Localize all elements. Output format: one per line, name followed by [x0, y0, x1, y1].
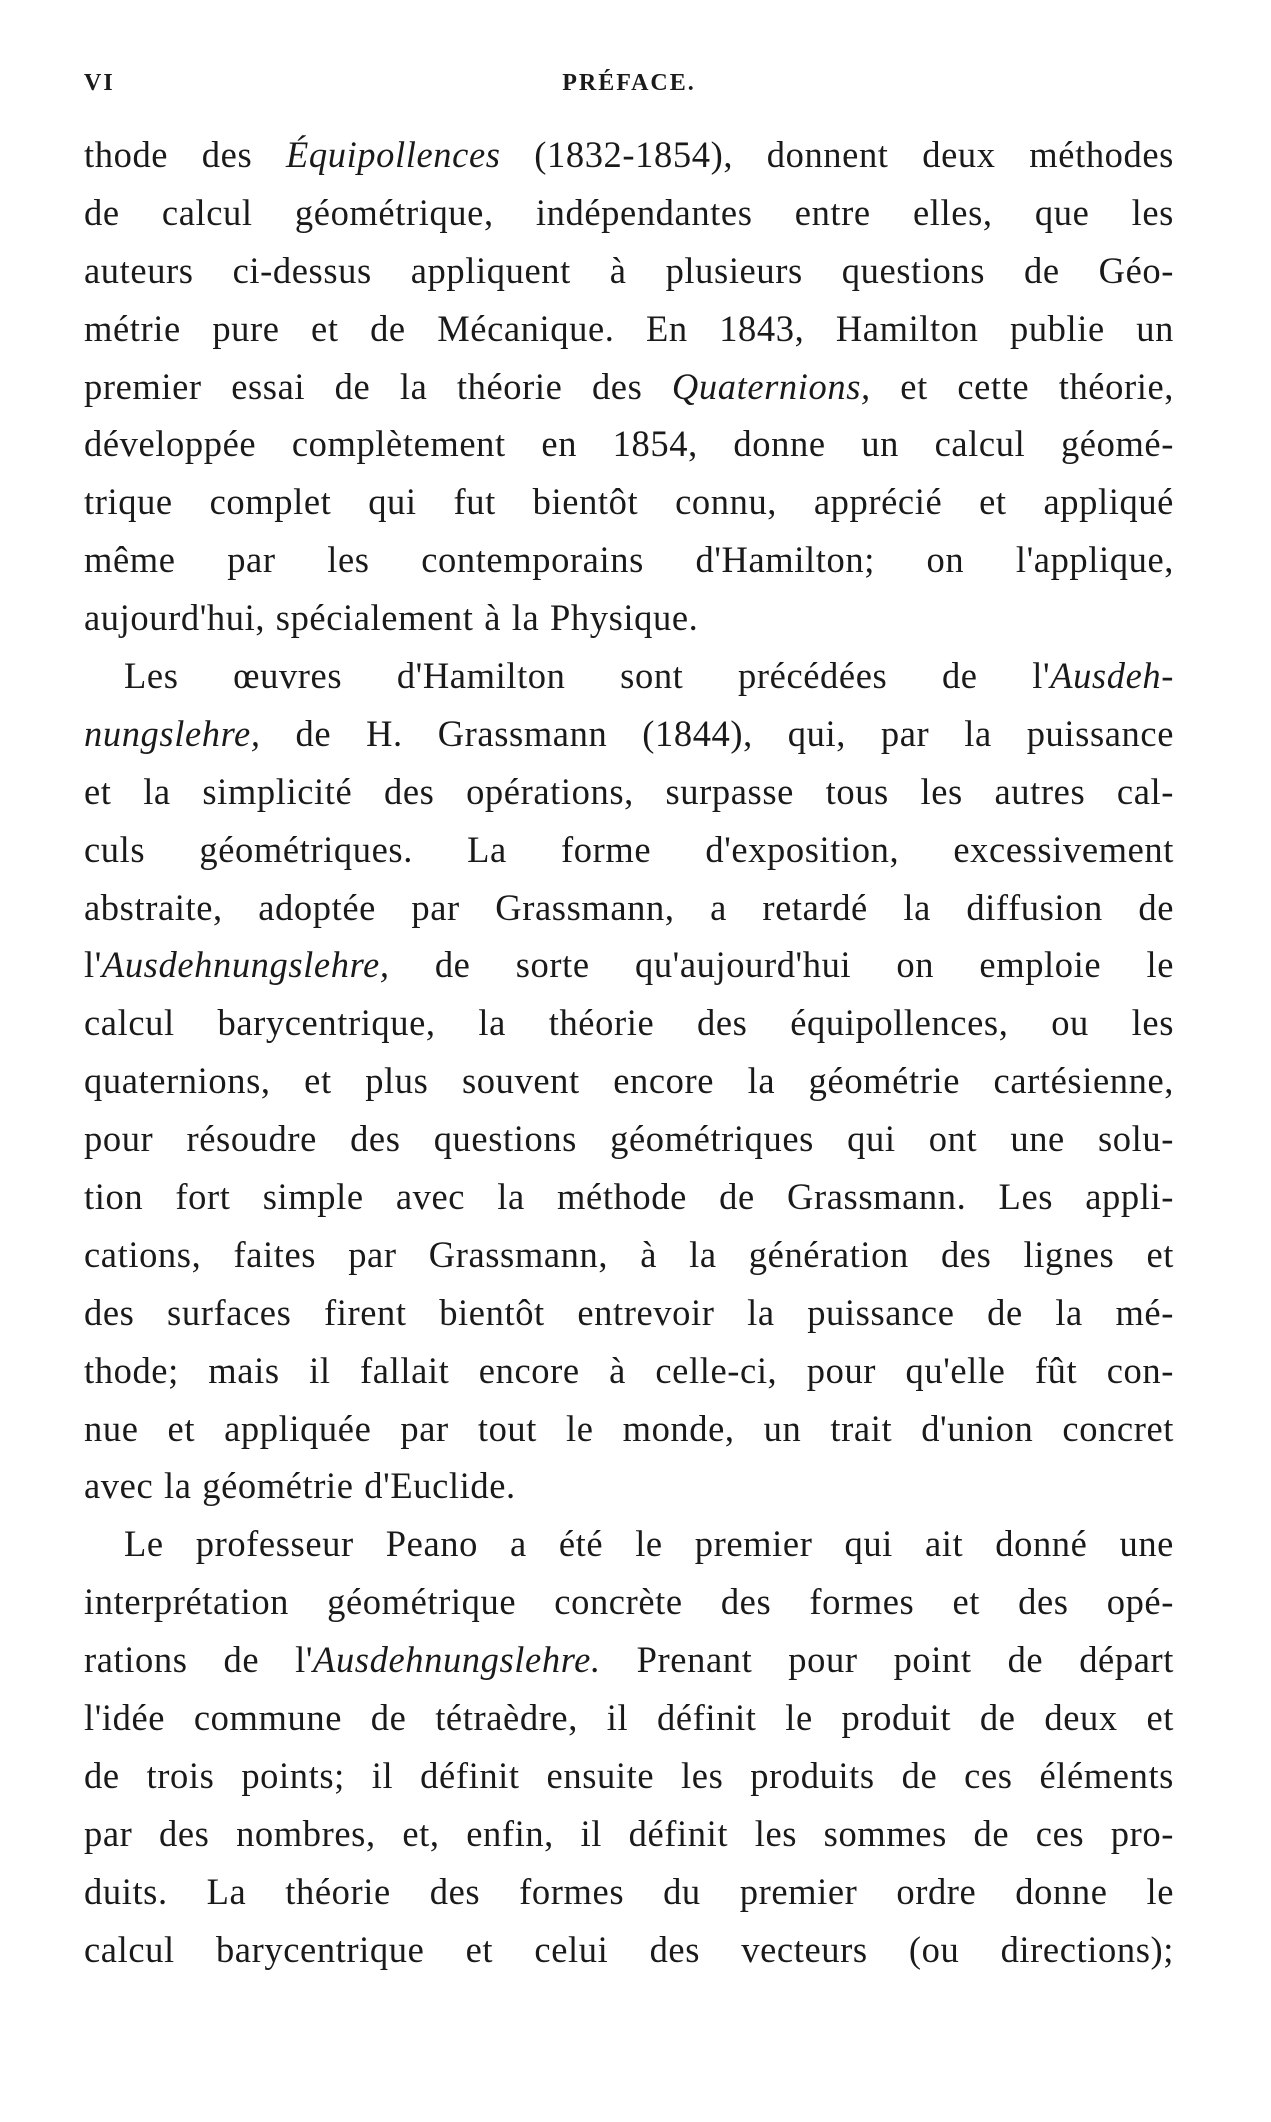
text-line: trique complet qui fut bientôt connu, apprécié et appliqué	[84, 481, 1174, 523]
text-line: avec la géométrie d'Euclide.	[84, 1465, 516, 1507]
italic-term: Quaternions,	[671, 365, 871, 407]
page-number: VI	[84, 70, 115, 96]
text-line: thode; mais il fallait encore à celle-ci, pour qu'elle fût con-	[84, 1349, 1174, 1391]
text-line: métrie pure et de Mécanique. En 1843, Hamilton publie un	[84, 307, 1174, 349]
italic-term: nungslehre,	[84, 712, 261, 754]
paragraph-start-line: Les œuvres d'Hamilton sont précédées de l'Ausdeh-	[124, 655, 1174, 697]
text-line: thode des Équipollences (1832-1854), donnent deux méthodes	[84, 134, 1174, 175]
italic-term: Ausdeh-	[1050, 655, 1174, 697]
text-line: quaternions, et plus souvent encore la géométrie cartésienne,	[84, 1060, 1174, 1102]
text-line: culs géométriques. La forme d'exposition, excessivement	[84, 828, 1174, 870]
text-line: interprétation géométrique concrète des formes et des opé-	[84, 1581, 1174, 1623]
text-line: développée complètement en 1854, donne un calcul géomé-	[84, 423, 1174, 465]
text-line: des surfaces firent bientôt entrevoir la puissance de la mé-	[84, 1291, 1174, 1333]
italic-term: Équipollences	[285, 134, 501, 175]
text-line: de trois points; il définit ensuite les produits de ces éléments	[84, 1754, 1174, 1796]
text-line: calcul barycentrique et celui des vecteurs (ou directions);	[84, 1928, 1174, 1970]
text-line: nungslehre, de H. Grassmann (1844), qui, par la puissance	[84, 712, 1174, 754]
text-line: même par les contemporains d'Hamilton; on l'applique,	[84, 539, 1174, 581]
italic-term: Ausdehnungslehre.	[313, 1639, 601, 1681]
running-head	[84, 70, 1174, 110]
text-line: par des nombres, et, enfin, il définit les sommes de ces pro-	[84, 1812, 1174, 1854]
text-line: duits. La théorie des formes du premier ordre donne le	[84, 1870, 1174, 1912]
text-line: et la simplicité des opérations, surpasse tous les autres cal-	[84, 770, 1174, 812]
text-line: de calcul géométrique, indépendantes entre elles, que les	[84, 191, 1174, 233]
text-line: calcul barycentrique, la théorie des équipollences, ou les	[84, 1002, 1174, 1044]
text-line: cations, faites par Grassmann, à la génération des lignes et	[84, 1233, 1174, 1275]
text-line: premier essai de la théorie des Quaternions, et cette théorie,	[84, 365, 1174, 407]
running-title: PRÉFACE.	[562, 70, 696, 96]
text-line: aujourd'hui, spécialement à la Physique.	[84, 597, 699, 639]
text-line: tion fort simple avec la méthode de Grassmann. Les appli-	[84, 1176, 1174, 1218]
text-line: rations de l'Ausdehnungslehre. Prenant pour point de départ	[84, 1639, 1174, 1681]
body-text	[84, 126, 1174, 1979]
text-line: l'idée commune de tétraèdre, il définit le produit de deux et	[84, 1697, 1174, 1739]
text-line: l'Ausdehnungslehre, de sorte qu'aujourd'hui on emploie le	[84, 944, 1174, 986]
text-line: pour résoudre des questions géométriques qui ont une solu-	[84, 1118, 1174, 1160]
text-line: auteurs ci-dessus appliquent à plusieurs questions de Géo-	[84, 249, 1174, 291]
italic-term: Ausdehnungslehre,	[101, 944, 390, 986]
text-line: nue et appliquée par tout le monde, un trait d'union concret	[84, 1407, 1174, 1449]
text-line: abstraite, adoptée par Grassmann, a retardé la diffusion de	[84, 886, 1174, 928]
paragraph-start-line: Le professeur Peano a été le premier qui ait donné une	[124, 1523, 1174, 1565]
